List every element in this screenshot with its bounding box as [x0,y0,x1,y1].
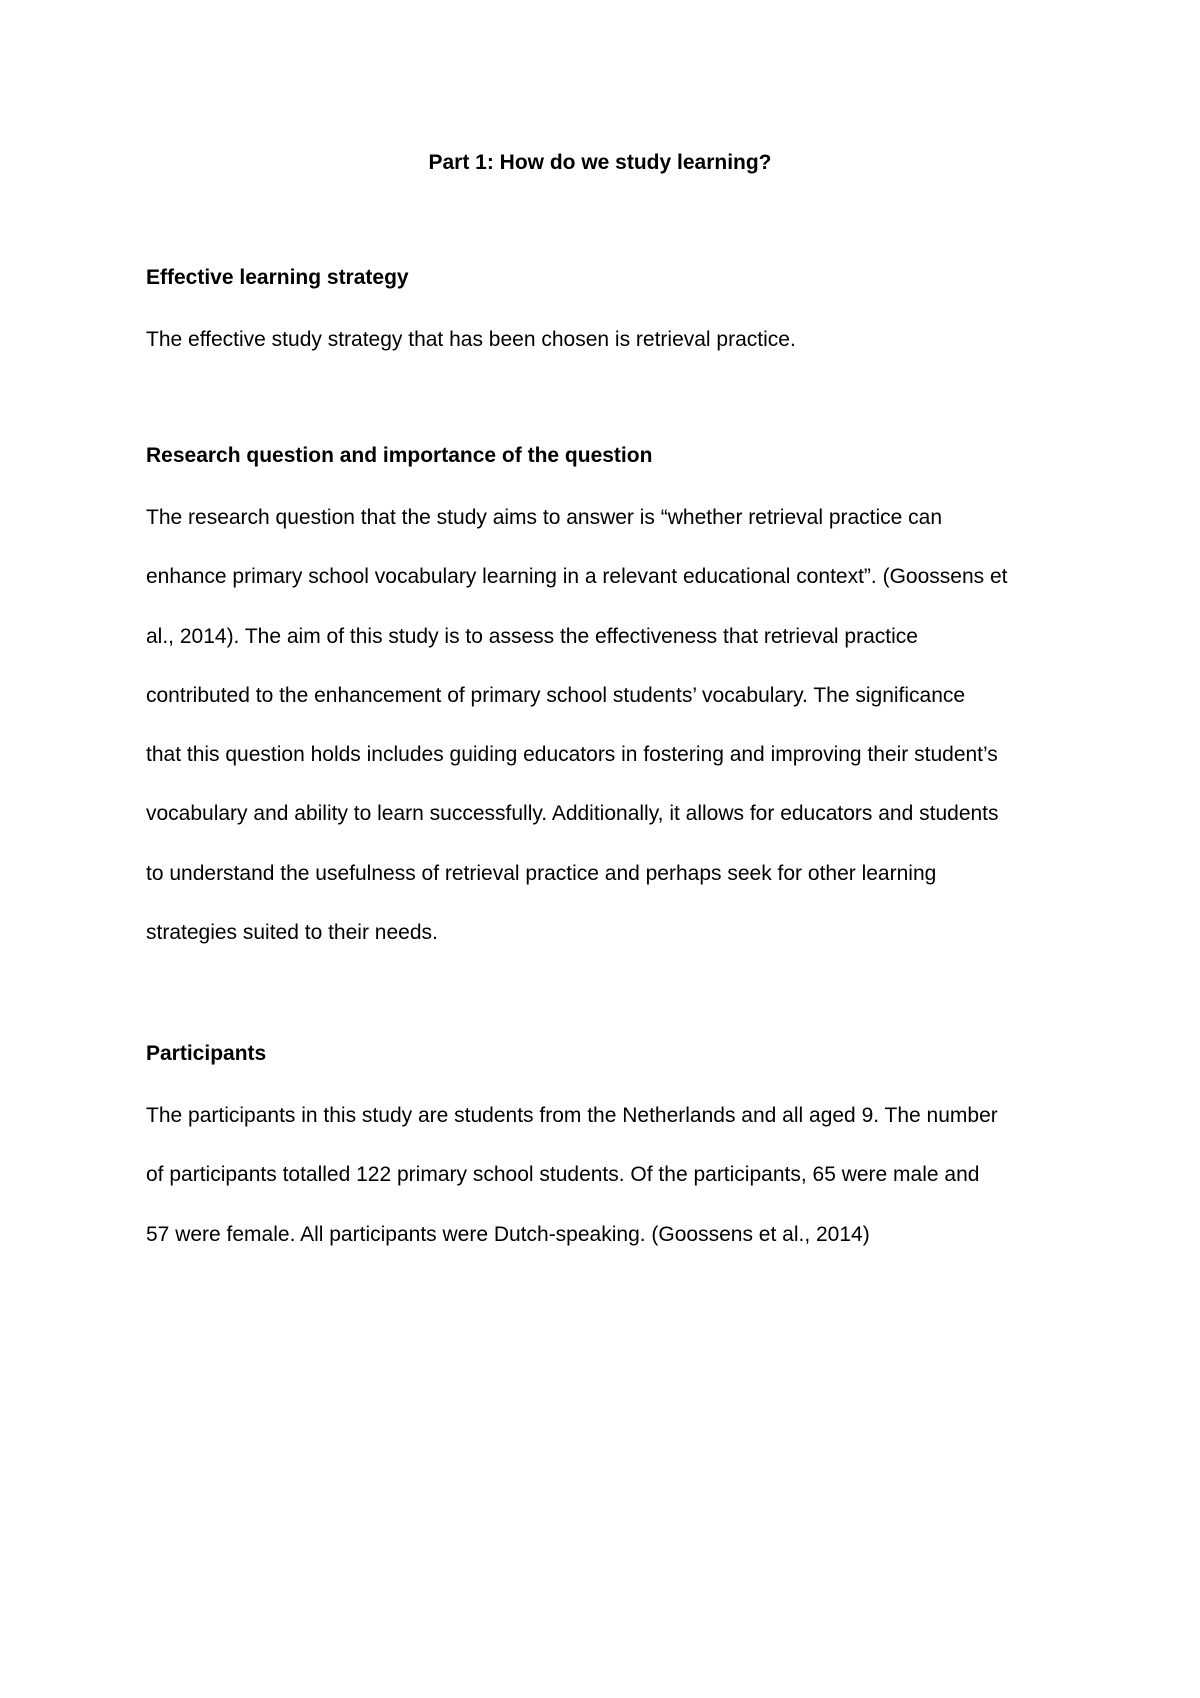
text-line: enhance primary school vocabulary learning in a relevant educational context”. (Goossens et [146,565,1008,589]
text-line: that this question holds includes guiding educators in fostering and improving their student’s [146,743,998,767]
section-heading-effective-learning-strategy: Effective learning strategy [146,266,409,289]
text-line: vocabulary and ability to learn successfully. Additionally, it allows for educators and students [146,802,999,826]
section-heading-participants: Participants [146,1042,267,1065]
section-body-effective-learning-strategy [146,310,1076,369]
section-body-participants [146,1086,1076,1264]
section-heading-research-question: Research question and importance of the question [146,444,653,467]
text-line: contributed to the enhancement of primary school students’ vocabulary. The significance [146,683,966,707]
text-line: to understand the usefulness of retrieval practice and perhaps seek for other learning [146,861,937,885]
text-line: The effective study strategy that has been chosen is retrieval practice. [146,328,796,351]
text-line: The research question that the study aims to answer is “whether retrieval practice can [146,506,943,529]
text-line: strategies suited to their needs. [146,921,438,945]
text-line: al., 2014). The aim of this study is to assess the effectiveness that retrieval practice [146,624,918,648]
text-line: 57 were female. All participants were Dutch-speaking. (Goossens et al., 2014) [146,1222,870,1246]
page-title: Part 1: How do we study learning? [428,151,772,174]
text-line: The participants in this study are students from the Netherlands and all aged 9. The number [146,1104,998,1127]
section-body-research-question [146,488,1076,962]
text-line: of participants totalled 122 primary school students. Of the participants, 65 were male and [146,1163,980,1187]
